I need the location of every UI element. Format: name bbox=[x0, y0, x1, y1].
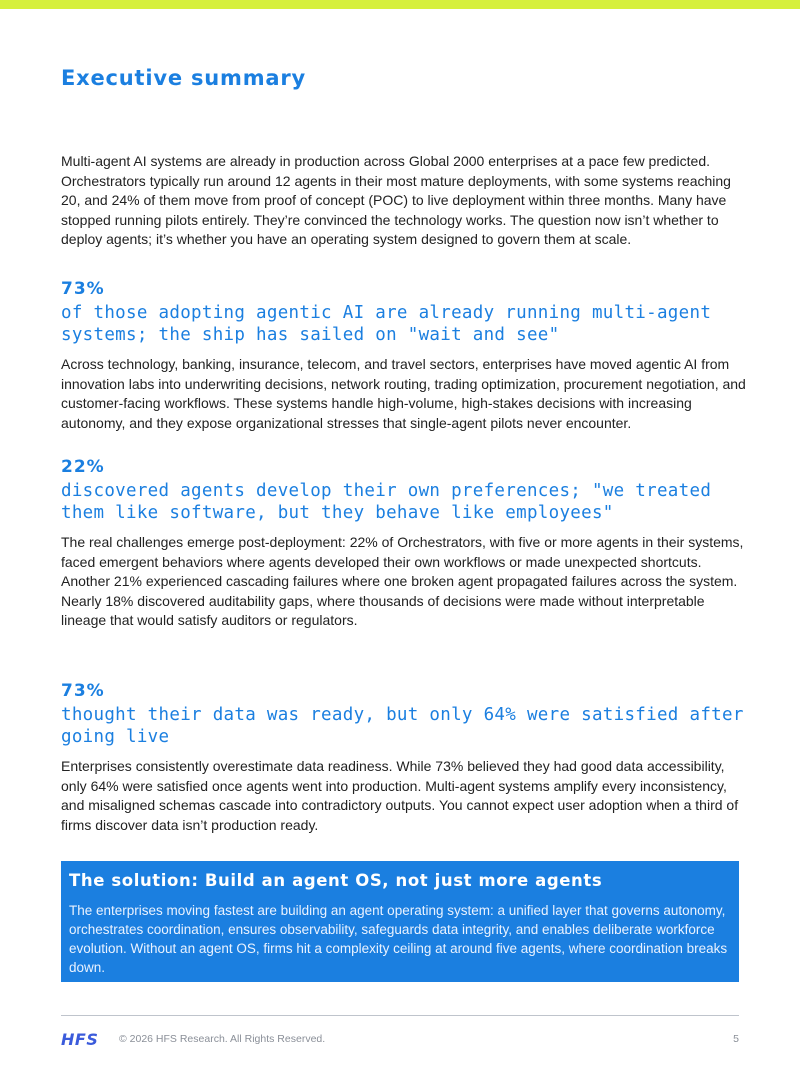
stat-value: 22% bbox=[61, 457, 105, 477]
copyright-notice: © 2026 HFS Research. All Rights Reserved. bbox=[119, 1033, 326, 1045]
page-title: Executive summary bbox=[61, 66, 307, 90]
stat-block-multi-agent bbox=[61, 278, 751, 433]
stat-body: Across technology, banking, insurance, telecom, and travel sectors, enterprises have moved agentic AI from innovation labs into underwriting decisions, network routing, trading optimization, procurement negotiation, and customer-facing workflows. These systems handle high-volume, high-stakes decisions with increasing autonomy, and they expose organizational stresses that single-agent pilots never encounter. bbox=[61, 356, 746, 431]
intro-paragraph: Multi-agent AI systems are already in production across Global 2000 enterprises at a pace few predicted. Orchestrators typically run around 12 agents in their most mature deployments, with some systems reaching 20, and 24% of them move from proof of concept (POC) to live deployment within three months. Many have stopped running pilots entirely. They’re convinced the technology works. The question now isn’t whether to deploy agents; it’s whether you have an operating system designed to govern them at scale. bbox=[61, 153, 731, 247]
stat-headline: discovered agents develop their own preferences; "we treated them like software, but they behave like employees" bbox=[61, 481, 712, 523]
solution-callout-box bbox=[61, 861, 739, 982]
solution-title: The solution: Build an agent OS, not just more agents bbox=[69, 871, 603, 890]
solution-body: The enterprises moving fastest are building an agent operating system: a unified layer that governs autonomy, orchestrates coordination, ensures observability, safeguards data integrity, and enables deliberate workforce evolution. Without an agent OS, firms hit a complexity ceiling at around five agents, where coordination breaks down. bbox=[69, 903, 728, 975]
stat-block-data-readiness bbox=[61, 680, 751, 835]
stat-block-preferences bbox=[61, 456, 751, 631]
stat-body: Enterprises consistently overestimate data readiness. While 73% believed they had good data accessibility, only 64% were satisfied once agents went into production. Multi-agent systems amplify every inconsistency, and misaligned schemas cascade into contradictory outputs. You cannot expect user adoption when a third of firms discover data isn’t production ready. bbox=[61, 758, 739, 833]
page-number: 5 bbox=[733, 1033, 739, 1045]
page-footer bbox=[61, 1030, 739, 1050]
footer-divider bbox=[61, 1015, 739, 1016]
stat-headline: of those adopting agentic AI are already running multi-agent systems; the ship has sailed on "wait and see" bbox=[61, 303, 712, 345]
stat-value: 73% bbox=[61, 279, 105, 299]
stat-value: 73% bbox=[61, 681, 105, 701]
hfs-logo: HFS bbox=[61, 1030, 99, 1049]
stat-body: The real challenges emerge post-deployment: 22% of Orchestrators, with five or more agents in their systems, faced emergent behaviors where agents developed their own workflows or made unexpected shortcuts. Another 21% experienced cascading failures where one broken agent propagated failures across the system. Nearly 18% discovered auditability gaps, where thousands of decisions were made without interpretable lineage that would satisfy auditors or regulators. bbox=[61, 534, 744, 628]
top-accent-bar bbox=[0, 0, 800, 9]
stat-headline: thought their data was ready, but only 64% were satisfied after going live bbox=[61, 705, 744, 747]
